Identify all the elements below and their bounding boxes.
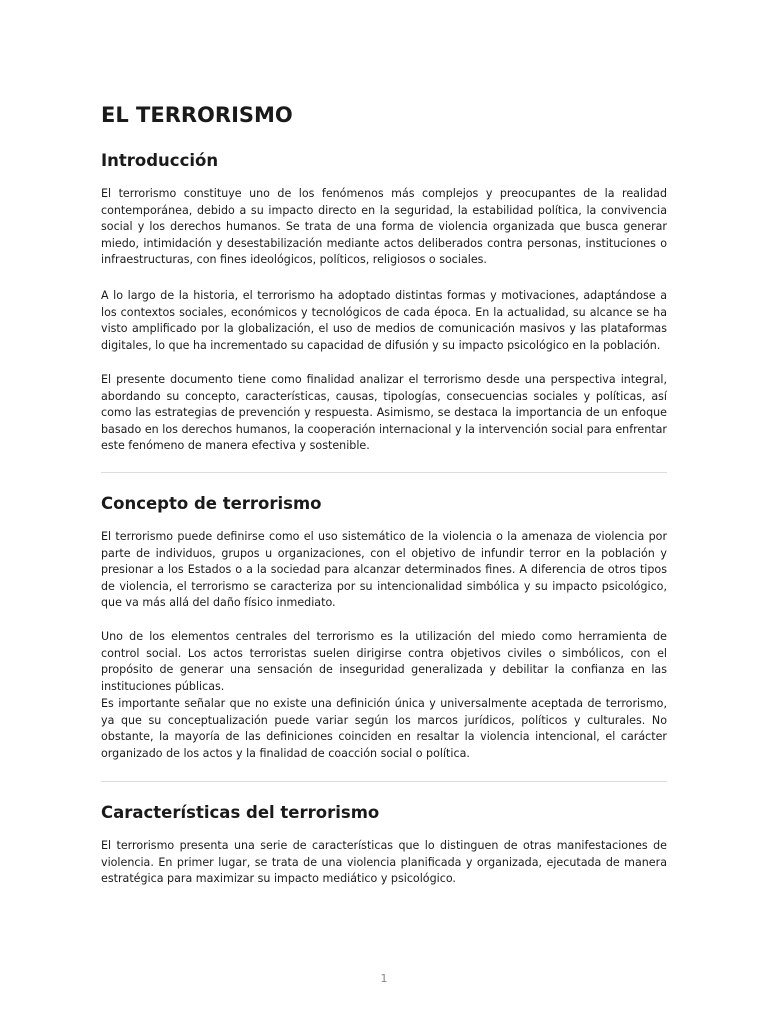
- section-heading-concepto: Concepto de terrorismo: [101, 494, 322, 513]
- paragraph: El presente documento tiene como finalidad analizar el terrorismo desde una perspectiva integral, abordando su concepto, características, causas, tipologías, consecuencias sociales y políticas, así como las estrategias de prevención y respuesta. Asimismo, se destaca la importancia de un enfoque basado en los derechos humanos, la cooperación internacional y la intervención social para enfrentar este fenómeno de manera efectiva y sostenible.: [101, 373, 667, 453]
- paragraph: Uno de los elementos centrales del terrorismo es la utilización del miedo como herramienta de control social. Los actos terroristas suelen dirigirse contra objetivos civiles o simbólicos, con el propósito de generar una sensación de inseguridad generalizada y debilitar la confianza en las instituciones públicas.: [101, 630, 667, 693]
- section-heading-caracteristicas: Características del terrorismo: [101, 803, 380, 822]
- paragraph: A lo largo de la historia, el terrorismo ha adoptado distintas formas y motivaciones, adaptándose a los contextos sociales, económicos y tecnológicos de cada época. En la actualidad, su alcance se ha visto amplificado por la globalización, el uso de medios de comunicación masivos y las plataformas digitales, lo que ha incrementado su capacidad de difusión y su impacto psicológico en la población.: [101, 289, 667, 352]
- section-heading-introduccion: Introducción: [101, 151, 219, 170]
- section-divider: [101, 781, 667, 782]
- paragraph: El terrorismo puede definirse como el uso sistemático de la violencia o la amenaza de violencia por parte de individuos, grupos u organizaciones, con el objetivo de infundir terror en la población y presionar a los Estados o a la sociedad para alcanzar determinados fines. A diferencia de otros tipos de violencia, el terrorismo se caracteriza por su intencionalidad simbólica y su impacto psicológico, que va más allá del daño físico inmediato.: [101, 530, 667, 610]
- document-title: EL TERRORISMO: [101, 103, 293, 127]
- page-number: 1: [380, 972, 388, 985]
- paragraph: El terrorismo constituye uno de los fenómenos más complejos y preocupantes de la realidad contemporánea, debido a su impacto directo en la seguridad, la estabilidad política, la convivencia social y los derechos humanos. Se trata de una forma de violencia organizada que busca generar miedo, intimidación y desestabilización mediante actos deliberados contra personas, instituciones o infraestructuras, con fines ideológicos, políticos, religiosos o sociales.: [101, 187, 667, 267]
- paragraph: El terrorismo presenta una serie de características que lo distinguen de otras manifestaciones de violencia. En primer lugar, se trata de una violencia planificada y organizada, ejecutada de manera estratégica para maximizar su impacto mediático y psicológico.: [101, 839, 667, 886]
- paragraph: Es importante señalar que no existe una definición única y universalmente aceptada de terrorismo, ya que su conceptualización puede variar según los marcos jurídicos, políticos y culturales. No obstante, la mayoría de las definiciones coinciden en resaltar la violencia intencional, el carácter organizado de los actos y la finalidad de coacción social o política.: [101, 697, 667, 760]
- section-divider: [101, 472, 667, 473]
